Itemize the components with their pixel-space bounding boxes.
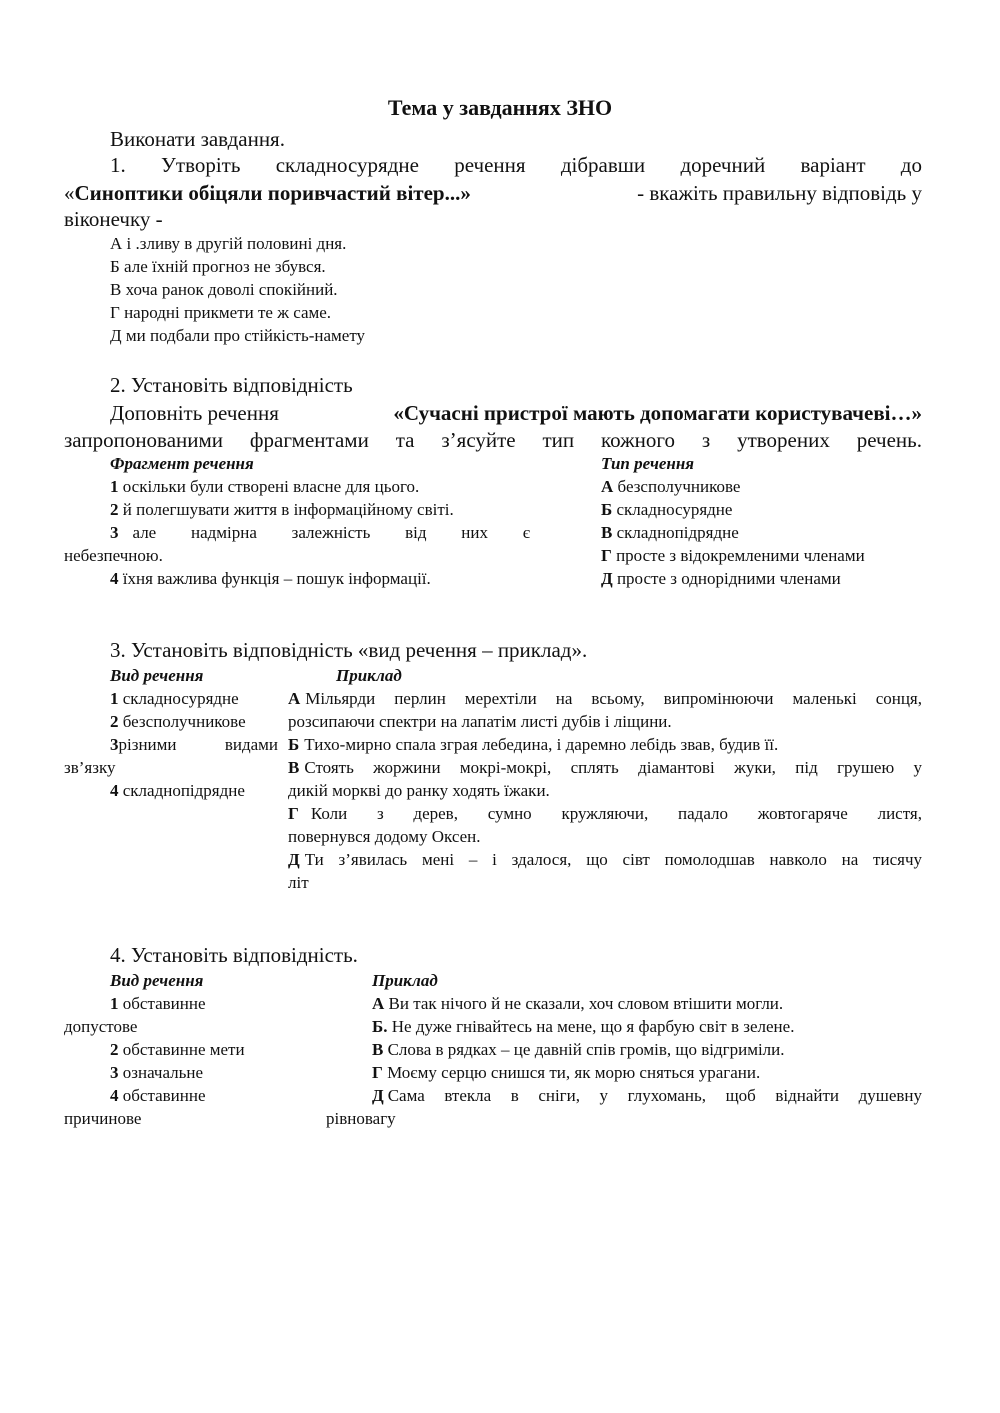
task1-quote: Синоптики обіцяли поривчастий вітер...» <box>74 181 471 205</box>
task3-example-a: А Мільярди перлин мерехтіли на всьому, випромінюючи маленькі сонця, <box>288 689 922 708</box>
task1-option-a: А і .зливу в другій половині дня. <box>110 234 347 253</box>
task4-heading: 4. Установіть відповідність. <box>110 943 358 967</box>
task4-kind: 3 означальне <box>110 1063 204 1082</box>
task4-example: В Слова в рядках – це давній спів громів, що відгриміли. <box>372 1040 785 1059</box>
task2-fragment: 1 оскільки були створені власне для цього. <box>110 477 420 496</box>
task1-line1: 1. Утворіть складносурядне речення дібравши доречний варіант до <box>110 153 922 177</box>
task4-kind-cont: причинове <box>64 1109 142 1128</box>
page-title: Тема у завданнях ЗНО <box>387 95 613 120</box>
task2-fragment-cont: небезпечною. <box>64 546 163 565</box>
task2-type: Г просте з відокремленими членами <box>601 546 865 565</box>
task2-line2: запропонованими фрагментами та з’ясуйте тип кожного з утворених речень. <box>64 428 922 452</box>
task3-example-a-cont: розсипаючи спектри на лапатім листі дубів і ліщини. <box>288 712 672 731</box>
task2-fragment: 3 але надмірна залежність від них є <box>110 523 530 542</box>
task3-example-d: Д Ти з’явилась мені – і здалося, що сівт помолодшав навколо на тисячу <box>288 850 922 869</box>
task1-option-d: Д ми подбали про стійкість-намету <box>110 326 366 345</box>
task3-kind: 1 складносурядне <box>110 689 239 708</box>
task3-kind-cont: зв’язку <box>64 758 116 777</box>
task3-example-v-cont: дикій моркві до ранку ходять їжаки. <box>288 781 550 800</box>
task3-heading: 3. Установіть відповідність «вид речення – приклад». <box>110 638 588 662</box>
task3-kind: 2 безсполучникове <box>110 712 246 731</box>
task3-example-v: В Стоять жоржини мокрі-мокрі, сплять діамантові жуки, під грушею у <box>288 758 922 777</box>
task3-example-g-cont: повернувся додому Оксен. <box>288 827 481 846</box>
task4-example-cont: рівновагу <box>326 1109 396 1128</box>
task2-line1-pre: Доповніть речення <box>110 401 279 425</box>
task2-type: В складнопідрядне <box>601 523 739 542</box>
task3-col1-header: Вид речення <box>110 666 204 685</box>
task4-col1-header: Вид речення <box>110 971 204 990</box>
task2-col2-header: Тип речення <box>601 454 695 473</box>
task2-quote: «Сучасні пристрої мають допомагати користувачеві…» <box>393 401 922 425</box>
task1-option-g: Г народні прикмети те ж саме. <box>110 303 332 322</box>
task3-example-g: Г Коли з дерев, сумно кружляючи, падало жовтогаряче листя, <box>288 804 922 823</box>
task1-option-v: В хоча ранок доволі спокійний. <box>110 280 338 299</box>
task2-col1-header: Фрагмент речення <box>110 454 254 473</box>
task3-example-b: Б Тихо-мирно спала зграя лебедина, і даремно лебідь звав, будив її. <box>288 735 779 754</box>
task4-example: Д Сама втекла в сніги, у глухомань, щоб віднайти душевну <box>372 1086 922 1105</box>
task4-kind-cont: допустове <box>64 1017 138 1036</box>
task4-example: А Ви так нічого й не сказали, хоч словом втішити могли. <box>372 994 784 1013</box>
task1-option-b: Б але їхній прогноз не збувся. <box>110 257 326 276</box>
task1-instruction: - вкажіть правильну відповідь у <box>637 181 922 205</box>
task2-fragment: 4 їхня важлива функція – пошук інформації. <box>110 569 431 588</box>
task4-kind: 1 обставинне <box>110 994 206 1013</box>
task2-type: Д просте з однорідними членами <box>601 569 841 588</box>
task4-kind: 2 обставинне мети <box>110 1040 245 1059</box>
task1-line2 <box>64 180 922 207</box>
task3-col2-header: Приклад <box>336 666 402 685</box>
task1-line3: віконечку - <box>64 207 163 231</box>
quote-open: « <box>64 181 75 205</box>
task4-example: Б. Не дуже гнівайтесь на мене, що я фарбую світ в зелене. <box>372 1017 795 1036</box>
task4-col2-header: Приклад <box>372 971 438 990</box>
task4-kind: 4 обставинне <box>110 1086 206 1105</box>
task2-line1 <box>110 400 922 427</box>
task3-kind: 4 складнопідрядне <box>110 781 245 800</box>
task2-type: Б складносурядне <box>601 500 733 519</box>
task2-heading: 2. Установіть відповідність <box>110 373 353 397</box>
task3-example-d-cont: літ <box>288 873 309 892</box>
instruction: Виконати завдання. <box>110 127 285 151</box>
task2-type: А безсполучникове <box>601 477 741 496</box>
task2-fragment: 2 й полегшувати життя в інформаційному світі. <box>110 500 454 519</box>
task4-example: Г Моєму серцю снишся ти, як морю сняться урагани. <box>372 1063 761 1082</box>
task3-kind: 3 різними видами <box>110 735 278 754</box>
